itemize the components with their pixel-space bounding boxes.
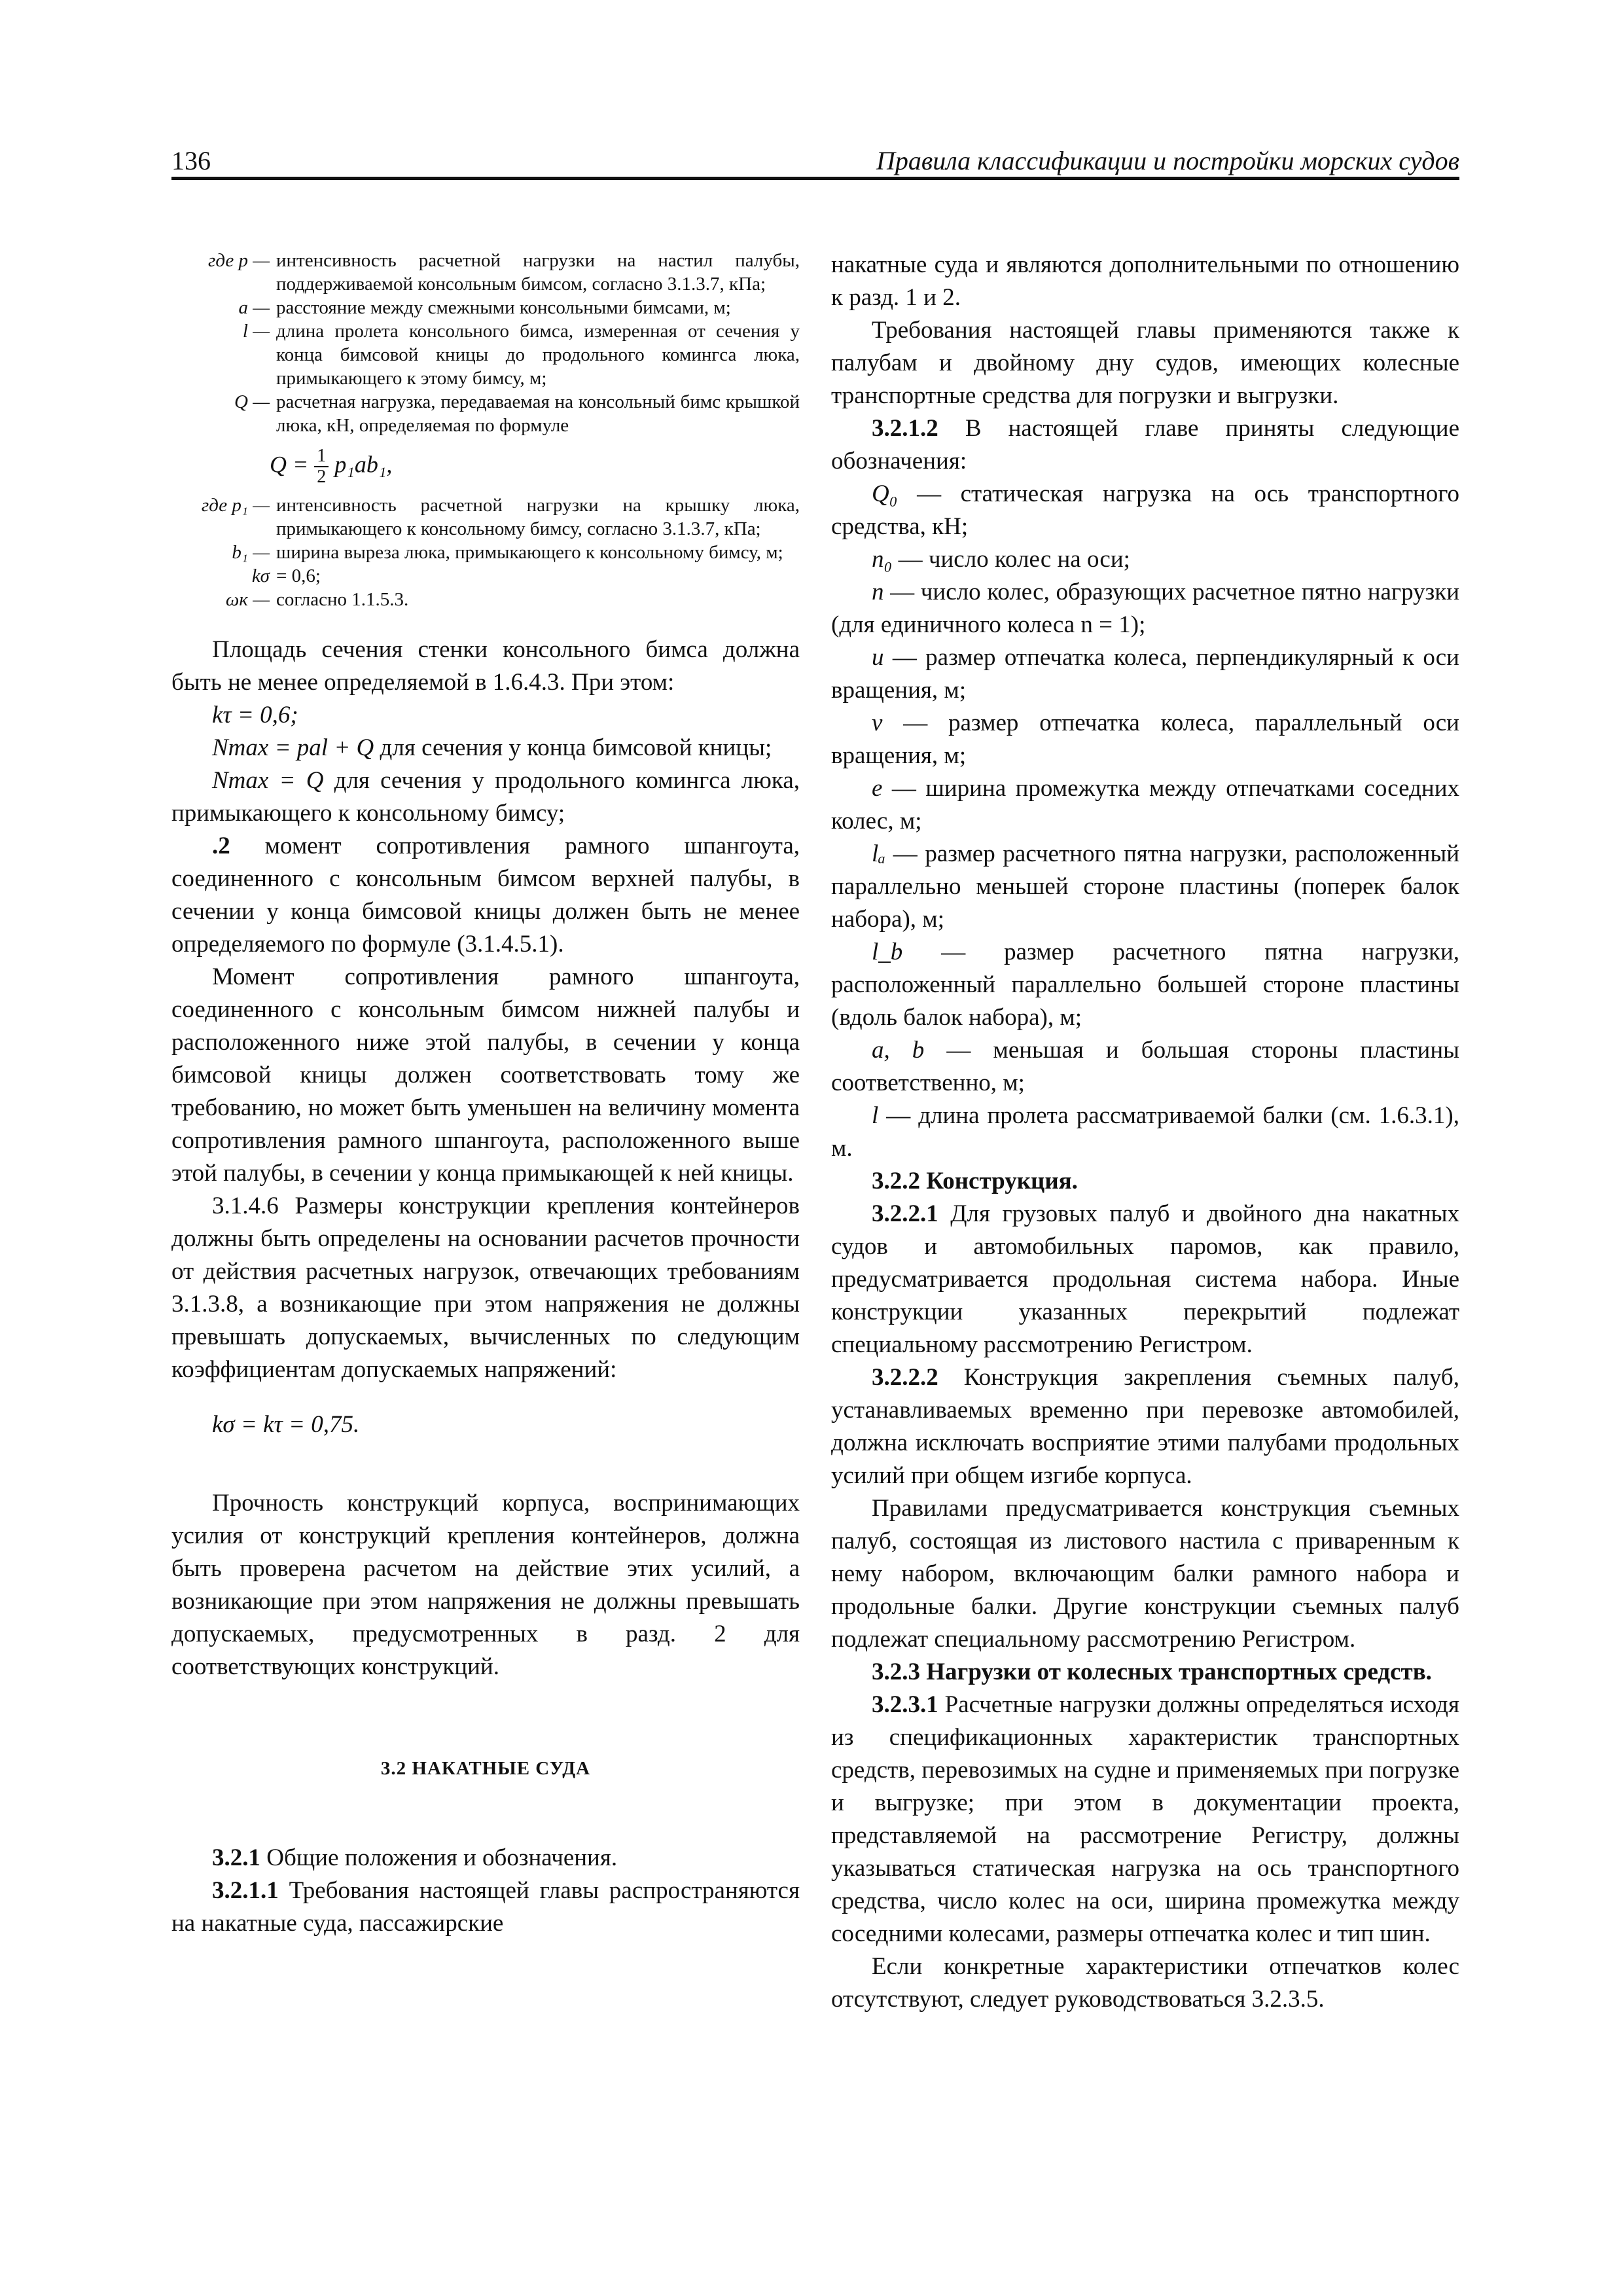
paragraph: 3.2.2.1 Для грузовых палуб и двойного дна накатных судов и автомобильных паромов, как правило, предусматривается продольная система набора. Иные конструкции указанных перекрытий подлежат специальному рассмотрению Регистром.: [831, 1200, 1459, 1358]
paragraph-nmax-2: Nmax = Q для сечения у продольного комингса люка, примыкающего к консольному бимсу;: [171, 767, 800, 827]
notation-item: e — ширина промежутка между отпечатками соседних колес, м;: [831, 775, 1459, 834]
definition-item: b₁ — ширина выреза люка, примыкающего к консольному бимсу, м;: [232, 542, 783, 563]
subsection-heading: 3.2.2 Конструкция.: [872, 1168, 1078, 1194]
paragraph: Прочность конструкций корпуса, воспринимающих усилия от конструкций крепления контейнеров, должна быть проверена расчетом на действие этих усилий, а возникающие при этом напряжения не должны превышать допускаемых, предусмотренных в разд. 2 для соответствующих конструкций.: [171, 1490, 800, 1680]
subsection-heading: 3.2.1 Общие положения и обозначения.: [212, 1844, 618, 1871]
paragraph: Правилами предусматривается конструкция съемных палуб, состоящая из листового настила с приваренным к нему набором, включающим балки рамного набора и продольные балки. Другие конструкции съемных палуб подлежат специальному рассмотрению Регистром.: [831, 1495, 1459, 1653]
paragraph: Если конкретные характеристики отпечатков колес отсутствуют, следует руководствоваться 3.2.3.5.: [831, 1953, 1459, 2013]
formula-q: Q = $\frac{1}{2}$ p₁ab₁,: [270, 446, 393, 487]
page-number: 136: [171, 146, 211, 175]
header-rule: [171, 177, 1459, 180]
definition-item: kσ = 0,6;: [251, 565, 321, 586]
formula-k-tau: kτ = 0,6;: [212, 702, 298, 728]
paragraph-nmax-1: Nmax = pal + Q для сечения у конца бимсовой кницы;: [212, 734, 772, 761]
notation-item: Q₀ — статическая нагрузка на ось транспортного средства, кН;: [831, 480, 1459, 540]
definition-item: a — расстояние между смежными консольными бимсами, м;: [238, 297, 731, 318]
definition-item: ωк — согласно 1.1.5.3.: [225, 589, 409, 610]
right-column: [831, 249, 1459, 2016]
section-heading: 3.2 НАКАТНЫЕ СУДА: [380, 1758, 591, 1779]
fraction: $\frac{1}{2}$: [314, 446, 329, 487]
subsection-heading: 3.2.3 Нагрузки от колесных транспортных средств.: [872, 1659, 1432, 1685]
paragraph: Момент сопротивления рамного шпангоута, соединенного с консольным бимсом нижней палубы и расположенного ниже этой палубы, в сечении у конца бимсовой кницы должен соответствовать тому же требованию, но может быть уменьшен на величину момента сопротивления рамного шпангоута, расположенного выше этой палубы, в сечении у конца примыкающей к ней кницы.: [171, 963, 800, 1187]
definition-item: где p₁ — интенсивность расчетной нагрузки на крышку люка, примыкающего к консольному бимсу, согласно 3.1.3.7, кПа;: [201, 495, 800, 539]
paragraph: Требования настоящей главы применяются также к палубам и двойному дну судов, имеющих колесные транспортные средства для погрузки и выгрузки.: [831, 317, 1459, 409]
notation-item: l_b — размер расчетного пятна нагрузки, расположенный параллельно большей стороне пластины (вдоль балок набора), м;: [831, 939, 1459, 1031]
definition-item: l — длина пролета консольного бимса, измеренная от сечения у конца бимсовой кницы до продольного комингса люка, примыкающего к этому бимсу, м;: [242, 321, 800, 389]
notation-item: lₐ — размер расчетного пятна нагрузки, расположенный параллельно меньшей стороне пластины (поперек балок набора), м;: [831, 840, 1459, 933]
paragraph: 3.2.3.1 Расчетные нагрузки должны определяться исходя из спецификационных характеристик транспортных средств, перевозимых на судне и применяемых при погрузке и выгрузке; при этом в документации проекта, представляемой на рассмотрение Регистру, должны указываться статическая нагрузка на ось транспортного средства, число колес на оси, ширина промежутка между соседними колесами, размеры отпечатка колес и тип шин.: [831, 1691, 1459, 1947]
paragraph: 3.2.1.2 В настоящей главе приняты следующие обозначения:: [831, 415, 1459, 475]
paragraph: Площадь сечения стенки консольного бимса должна быть не менее определяемой в 1.6.4.3. При этом:: [171, 636, 800, 696]
paragraph: 3.2.2.2 Конструкция закрепления съемных палуб, устанавливаемых временно при перевозке автомобилей, должна исключать восприятие этими палубами продольных усилий при общем изгибе корпуса.: [831, 1364, 1459, 1489]
notation-item: u — размер отпечатка колеса, перпендикулярный к оси вращения, м;: [831, 644, 1459, 704]
notation-item: n — число колес, образующих расчетное пятно нагрузки (для единичного колеса n = 1);: [831, 579, 1459, 638]
paragraph: накатные суда и являются дополнительными по отношению к разд. 1 и 2.: [831, 251, 1459, 311]
notation-item: l — длина пролета рассматриваемой балки (см. 1.6.3.1), м.: [831, 1102, 1459, 1162]
paragraph: 3.2.1.1 Требования настоящей главы распространяются на накатные суда, пассажирские: [171, 1877, 800, 1937]
notation-item: v — размер отпечатка колеса, параллельный оси вращения, м;: [831, 709, 1459, 769]
left-column: [171, 249, 800, 1940]
running-title: Правила классификации и постройки морских судов: [876, 146, 1459, 175]
paragraph: 3.1.4.6 Размеры конструкции крепления контейнеров должны быть определены на основании расчетов прочности от действия расчетных нагрузок, отвечающих требованиям 3.1.3.8, а возникающие при этом напряжения не должны превышать допускаемых, вычисленных по следующим коэффициентам допускаемых напряжений:: [171, 1193, 800, 1383]
notation-item: n₀ — число колес на оси;: [872, 546, 1130, 573]
paragraph: .2 момент сопротивления рамного шпангоута, соединенного с консольным бимсом верхней палубы, в сечении у конца бимсовой кницы должен быть не менее определяемого по формуле (3.1.4.5.1).: [171, 833, 800, 958]
definition-item: Q — расчетная нагрузка, передаваемая на консольный бимс крышкой люка, кН, определяемая по формуле: [234, 391, 800, 436]
definition-item: где p — интенсивность расчетной нагрузки на настил палубы, поддерживаемой консольным бимсом, согласно 3.1.3.7, кПа;: [208, 250, 800, 295]
formula-k-sigma: kσ = kτ = 0,75.: [212, 1411, 360, 1438]
notation-item: a, b — меньшая и большая стороны пластины соответственно, м;: [831, 1037, 1460, 1096]
